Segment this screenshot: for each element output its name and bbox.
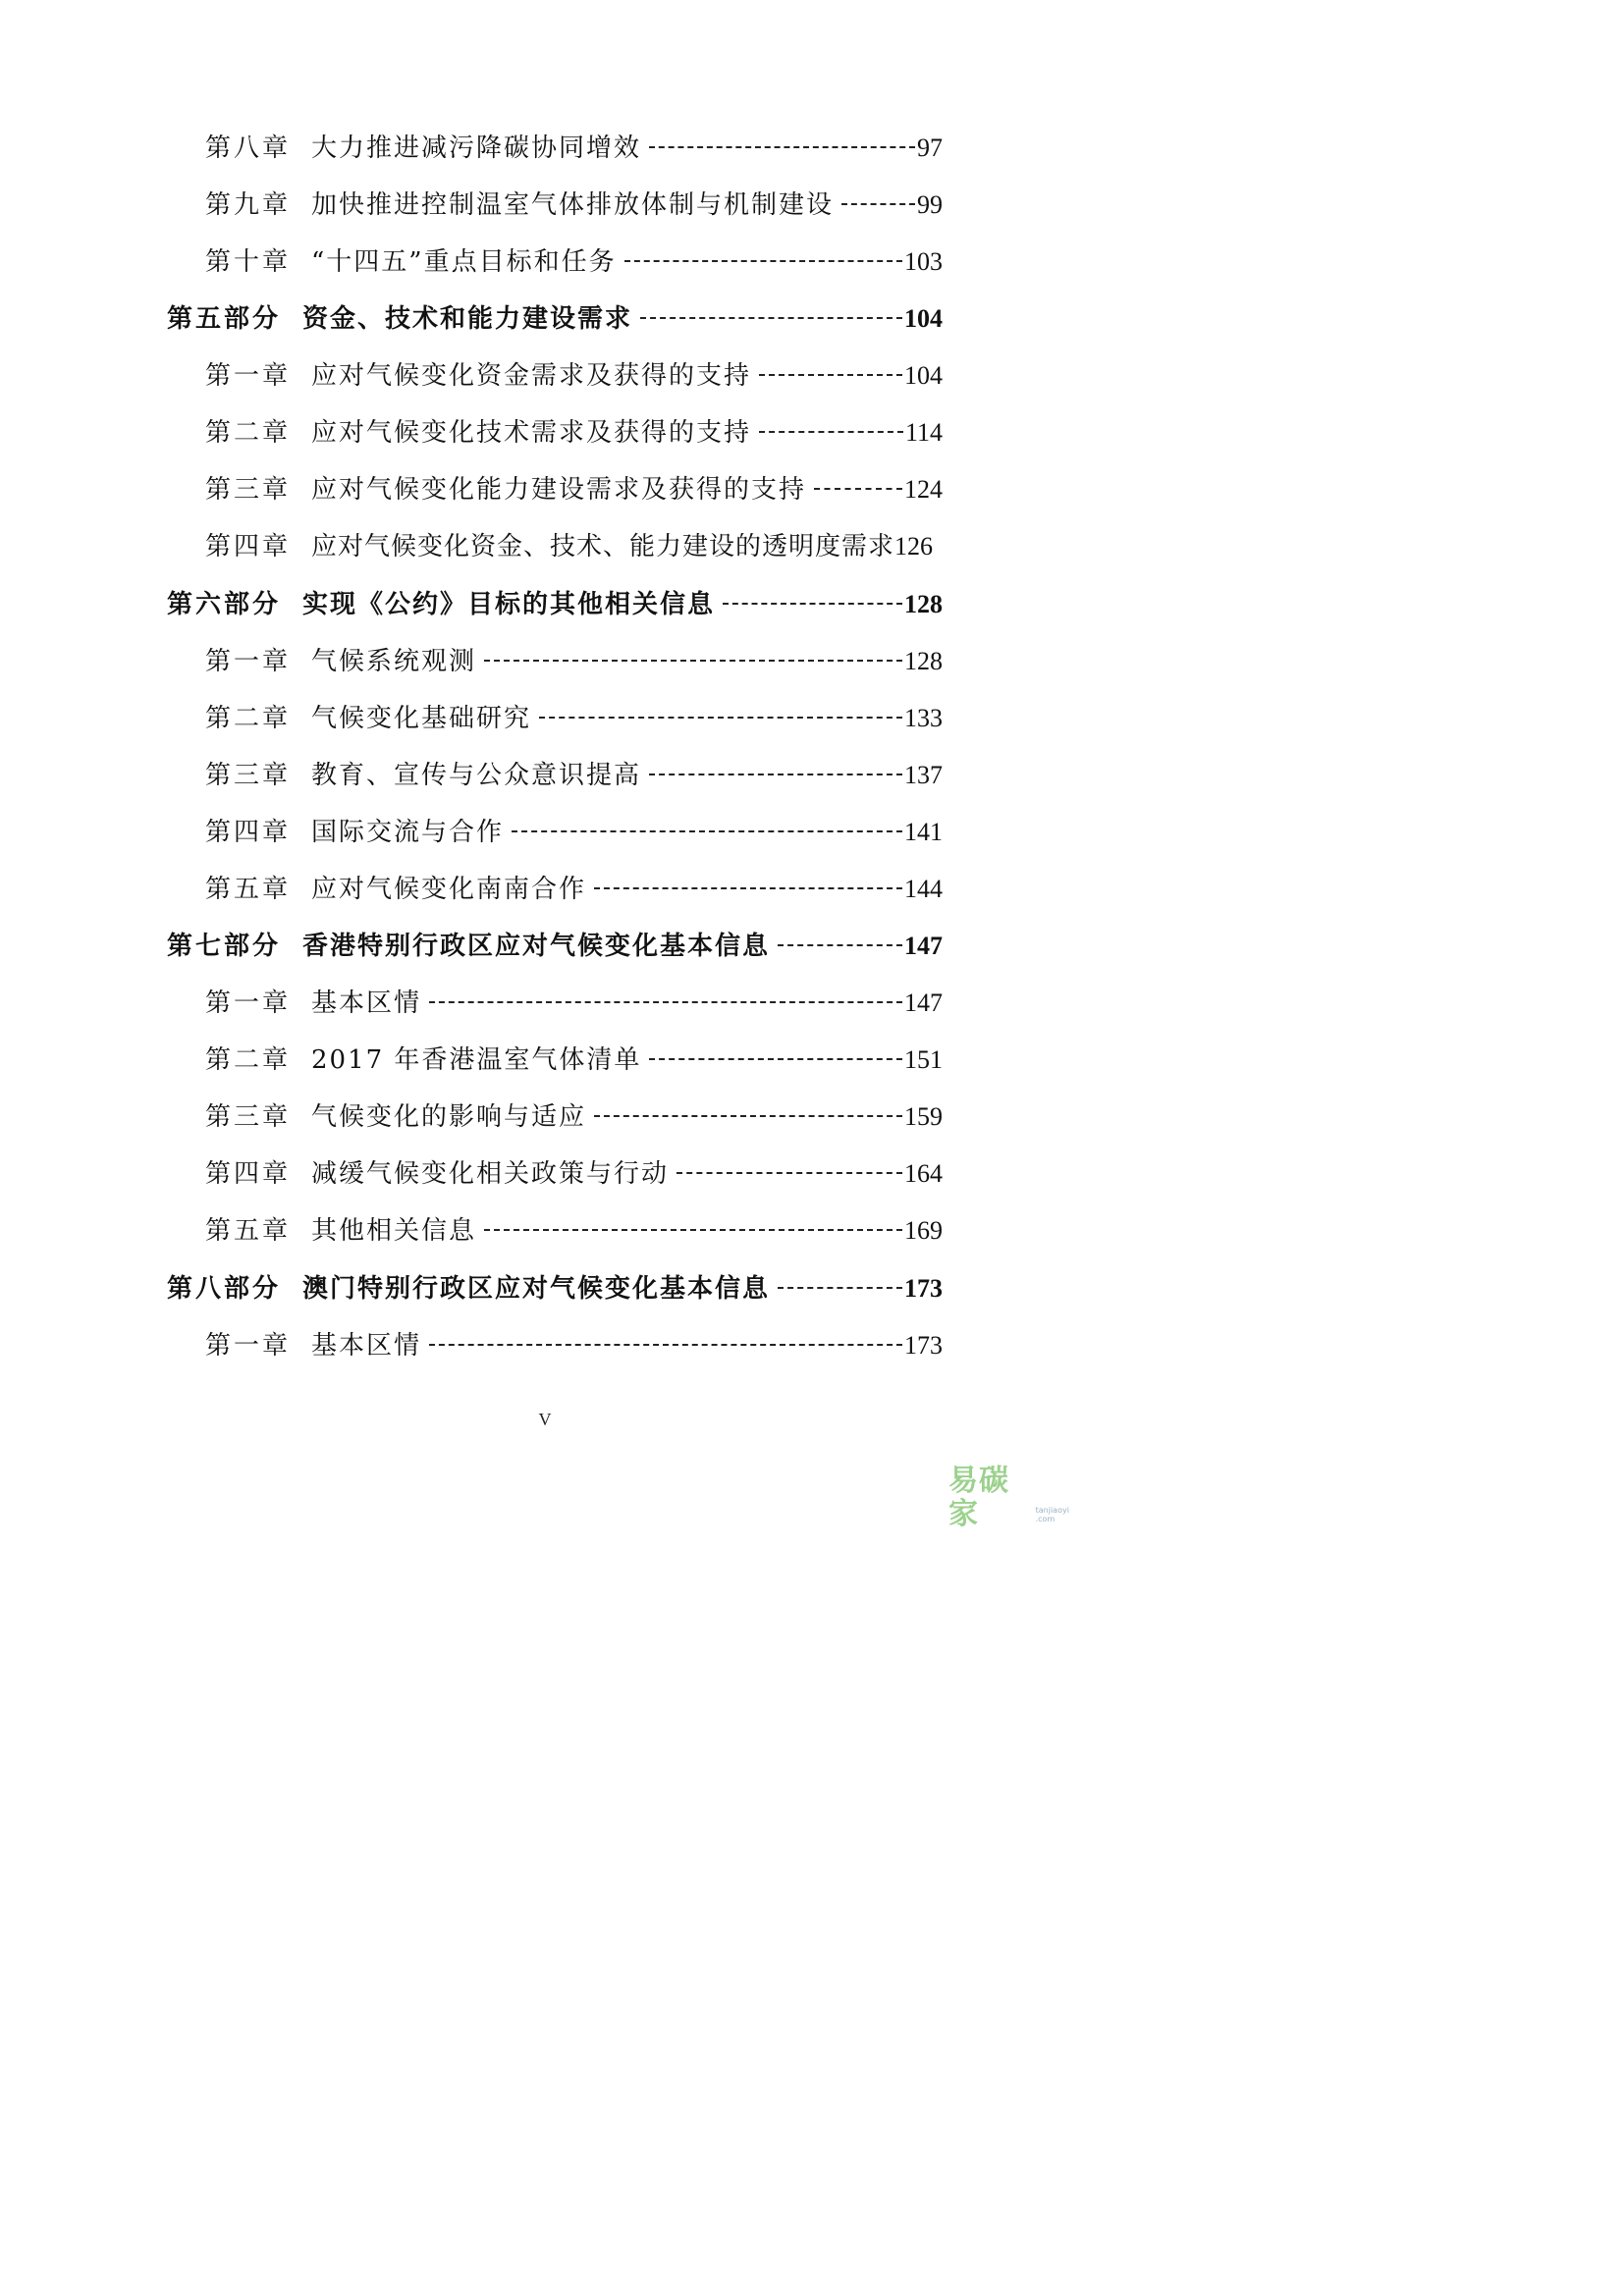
toc-leader — [778, 1287, 902, 1289]
toc-number: 第五章 — [205, 875, 292, 904]
toc-leader — [759, 374, 902, 376]
toc-page: 99 — [917, 190, 943, 219]
toc-number: 第五部分 — [167, 304, 282, 334]
toc-title: 气候系统观测 — [311, 647, 477, 676]
toc-leader — [814, 488, 902, 490]
toc-entry[interactable] — [205, 530, 957, 563]
toc-part-entry[interactable] — [167, 1272, 943, 1306]
toc-page: 137 — [904, 761, 943, 789]
watermark-logo — [948, 1464, 1086, 1531]
toc-page: 151 — [904, 1045, 943, 1074]
toc-page: 164 — [904, 1159, 943, 1188]
toc-title: 教育、宣传与公众意识提高 — [311, 761, 642, 790]
toc-leader — [512, 830, 902, 832]
toc-number: 第一章 — [205, 988, 292, 1018]
toc-title: 基本区情 — [311, 988, 422, 1018]
watermark-text: 易碳家 — [948, 1464, 1009, 1531]
toc-number: 第七部分 — [167, 932, 282, 961]
toc-page: 114 — [904, 418, 943, 447]
toc-page: 124 — [904, 475, 943, 504]
toc-title: 应对气候变化能力建设需求及获得的支持 — [311, 475, 807, 505]
toc-leader — [539, 717, 902, 719]
toc-number: 第五章 — [205, 1216, 292, 1246]
toc-leader — [649, 1058, 902, 1060]
toc-page: 104 — [904, 304, 943, 333]
toc-title: 国际交流与合作 — [311, 818, 505, 847]
toc-title: 应对气候变化技术需求及获得的支持 — [311, 418, 752, 448]
toc-title: 应对气候变化资金需求及获得的支持 — [311, 361, 752, 391]
toc-number: 第六部分 — [167, 590, 282, 619]
toc-title: 气候变化的影响与适应 — [311, 1102, 587, 1132]
toc-title: 应对气候变化资金、技术、能力建设的透明度需求 — [311, 532, 895, 561]
toc-number: 第四章 — [205, 532, 292, 561]
toc-number: 第三章 — [205, 761, 292, 790]
toc-leader — [841, 203, 915, 205]
toc-page: 144 — [904, 875, 943, 903]
toc-leader — [649, 774, 902, 775]
toc-title: 基本区情 — [311, 1331, 422, 1361]
toc-number: 第二章 — [205, 1045, 292, 1075]
toc-entry[interactable] — [205, 132, 943, 165]
toc-leader — [484, 660, 902, 662]
toc-page: 159 — [904, 1102, 943, 1131]
toc-leader — [778, 944, 902, 946]
toc-title: 实现《公约》目标的其他相关信息 — [302, 590, 716, 619]
toc-number: 第一章 — [205, 1331, 292, 1361]
toc-title: “十四五”重点目标和任务 — [311, 247, 617, 277]
toc-title: 大力推进减污降碳协同增效 — [311, 133, 642, 163]
toc-title: 其他相关信息 — [311, 1216, 477, 1246]
toc-page: 126 — [894, 532, 934, 561]
toc-entry[interactable] — [205, 987, 943, 1020]
toc-leader — [649, 146, 915, 148]
toc-number: 第一章 — [205, 647, 292, 676]
toc-entry[interactable] — [205, 245, 943, 279]
toc-part-entry[interactable] — [167, 930, 943, 963]
toc-leader — [429, 1344, 902, 1346]
toc-part-entry[interactable] — [167, 302, 943, 336]
toc-entry[interactable] — [205, 873, 943, 906]
toc-title: 减缓气候变化相关政策与行动 — [311, 1159, 670, 1189]
toc-entry[interactable] — [205, 416, 943, 450]
toc-leader — [429, 1001, 902, 1003]
toc-page: 173 — [904, 1331, 943, 1360]
toc-title: 气候变化基础研究 — [311, 704, 532, 733]
toc-entry[interactable] — [205, 188, 943, 222]
toc-entry[interactable] — [205, 473, 943, 507]
toc-title: 资金、技术和能力建设需求 — [302, 304, 633, 334]
toc-page: 141 — [904, 818, 943, 846]
toc-page: 147 — [904, 988, 943, 1017]
toc-entry[interactable] — [205, 1214, 943, 1248]
watermark-url: tanjiaoyi .com — [1035, 1506, 1069, 1523]
toc-page: 169 — [904, 1216, 943, 1245]
toc-title: 加快推进控制温室气体排放体制与机制建设 — [311, 190, 835, 220]
toc-page: 103 — [904, 247, 943, 276]
toc-number: 第四章 — [205, 1159, 292, 1189]
toc-leader — [723, 603, 902, 605]
toc-entry[interactable] — [205, 645, 943, 678]
toc-entry[interactable] — [205, 1100, 943, 1134]
toc-entry[interactable] — [205, 359, 943, 393]
toc-leader — [594, 887, 902, 889]
toc-title: 香港特别行政区应对气候变化基本信息 — [302, 932, 771, 961]
toc-part-entry[interactable] — [167, 588, 943, 621]
toc-entry[interactable] — [205, 816, 943, 849]
toc-number: 第九章 — [205, 190, 292, 220]
toc-leader — [640, 317, 902, 319]
toc-entry[interactable] — [205, 759, 943, 792]
toc-title: 澳门特别行政区应对气候变化基本信息 — [302, 1274, 771, 1304]
toc-number: 第三章 — [205, 475, 292, 505]
toc-number: 第三章 — [205, 1102, 292, 1132]
toc-number: 第二章 — [205, 704, 292, 733]
page-number: V — [538, 1410, 552, 1429]
toc-number: 第四章 — [205, 818, 292, 847]
toc-leader — [759, 431, 903, 433]
toc-entry[interactable] — [205, 1043, 943, 1077]
toc-entry[interactable] — [205, 1329, 943, 1362]
toc-page: 173 — [904, 1274, 943, 1303]
toc-number: 第二章 — [205, 418, 292, 448]
toc-number: 第八章 — [205, 133, 292, 163]
toc-leader — [594, 1115, 902, 1117]
toc-number: 第一章 — [205, 361, 292, 391]
toc-page: 128 — [904, 647, 943, 675]
toc-page: 147 — [904, 932, 943, 960]
toc-page: 97 — [917, 133, 943, 162]
toc-page: 104 — [904, 361, 943, 390]
toc-title: 2017 年香港温室气体清单 — [311, 1045, 642, 1075]
toc-page: 133 — [904, 704, 943, 732]
toc-leader — [624, 260, 902, 262]
toc-leader — [677, 1172, 902, 1174]
toc-title: 应对气候变化南南合作 — [311, 875, 587, 904]
toc-number: 第八部分 — [167, 1274, 282, 1304]
toc-page: 128 — [904, 590, 943, 618]
toc-number: 第十章 — [205, 247, 292, 277]
toc-entry[interactable] — [205, 702, 943, 735]
toc-leader — [484, 1229, 902, 1231]
toc-entry[interactable] — [205, 1157, 943, 1191]
